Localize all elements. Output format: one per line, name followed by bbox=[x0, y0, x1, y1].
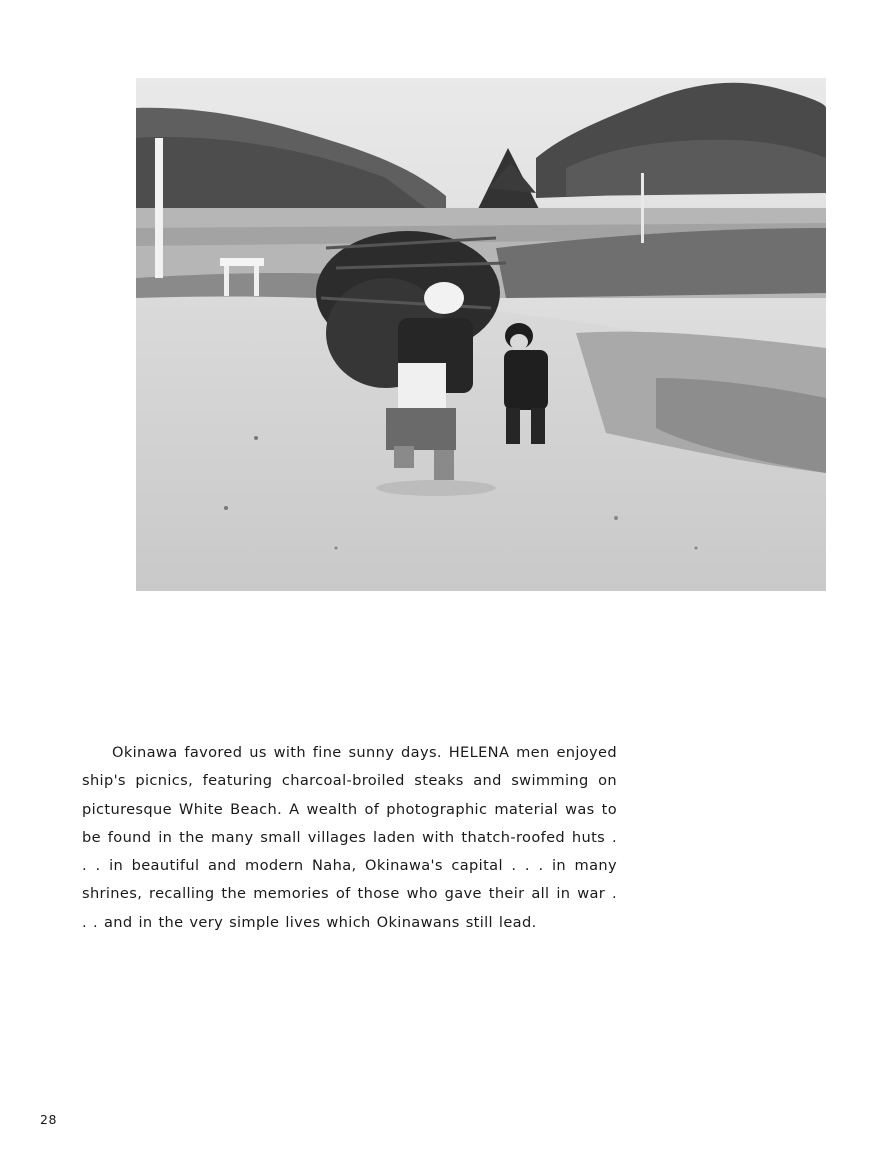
page-number: 28 bbox=[40, 1112, 57, 1127]
village-road-photo bbox=[136, 78, 826, 591]
body-paragraph: Okinawa favored us with fine sunny days. HELENA men enjoyed ship's picnics, featuring charcoal-broiled steaks and swimming on picturesque White Beach. A wealth of photographic material was to be found in the many small villages laden with thatch-roofed huts . . . in beautiful and modern Naha, Okinawa's capital . . . in many shrines, recalling the memories of those who gave their all in war . . . and in the very simple lives which Okinawans still lead. bbox=[82, 744, 617, 931]
